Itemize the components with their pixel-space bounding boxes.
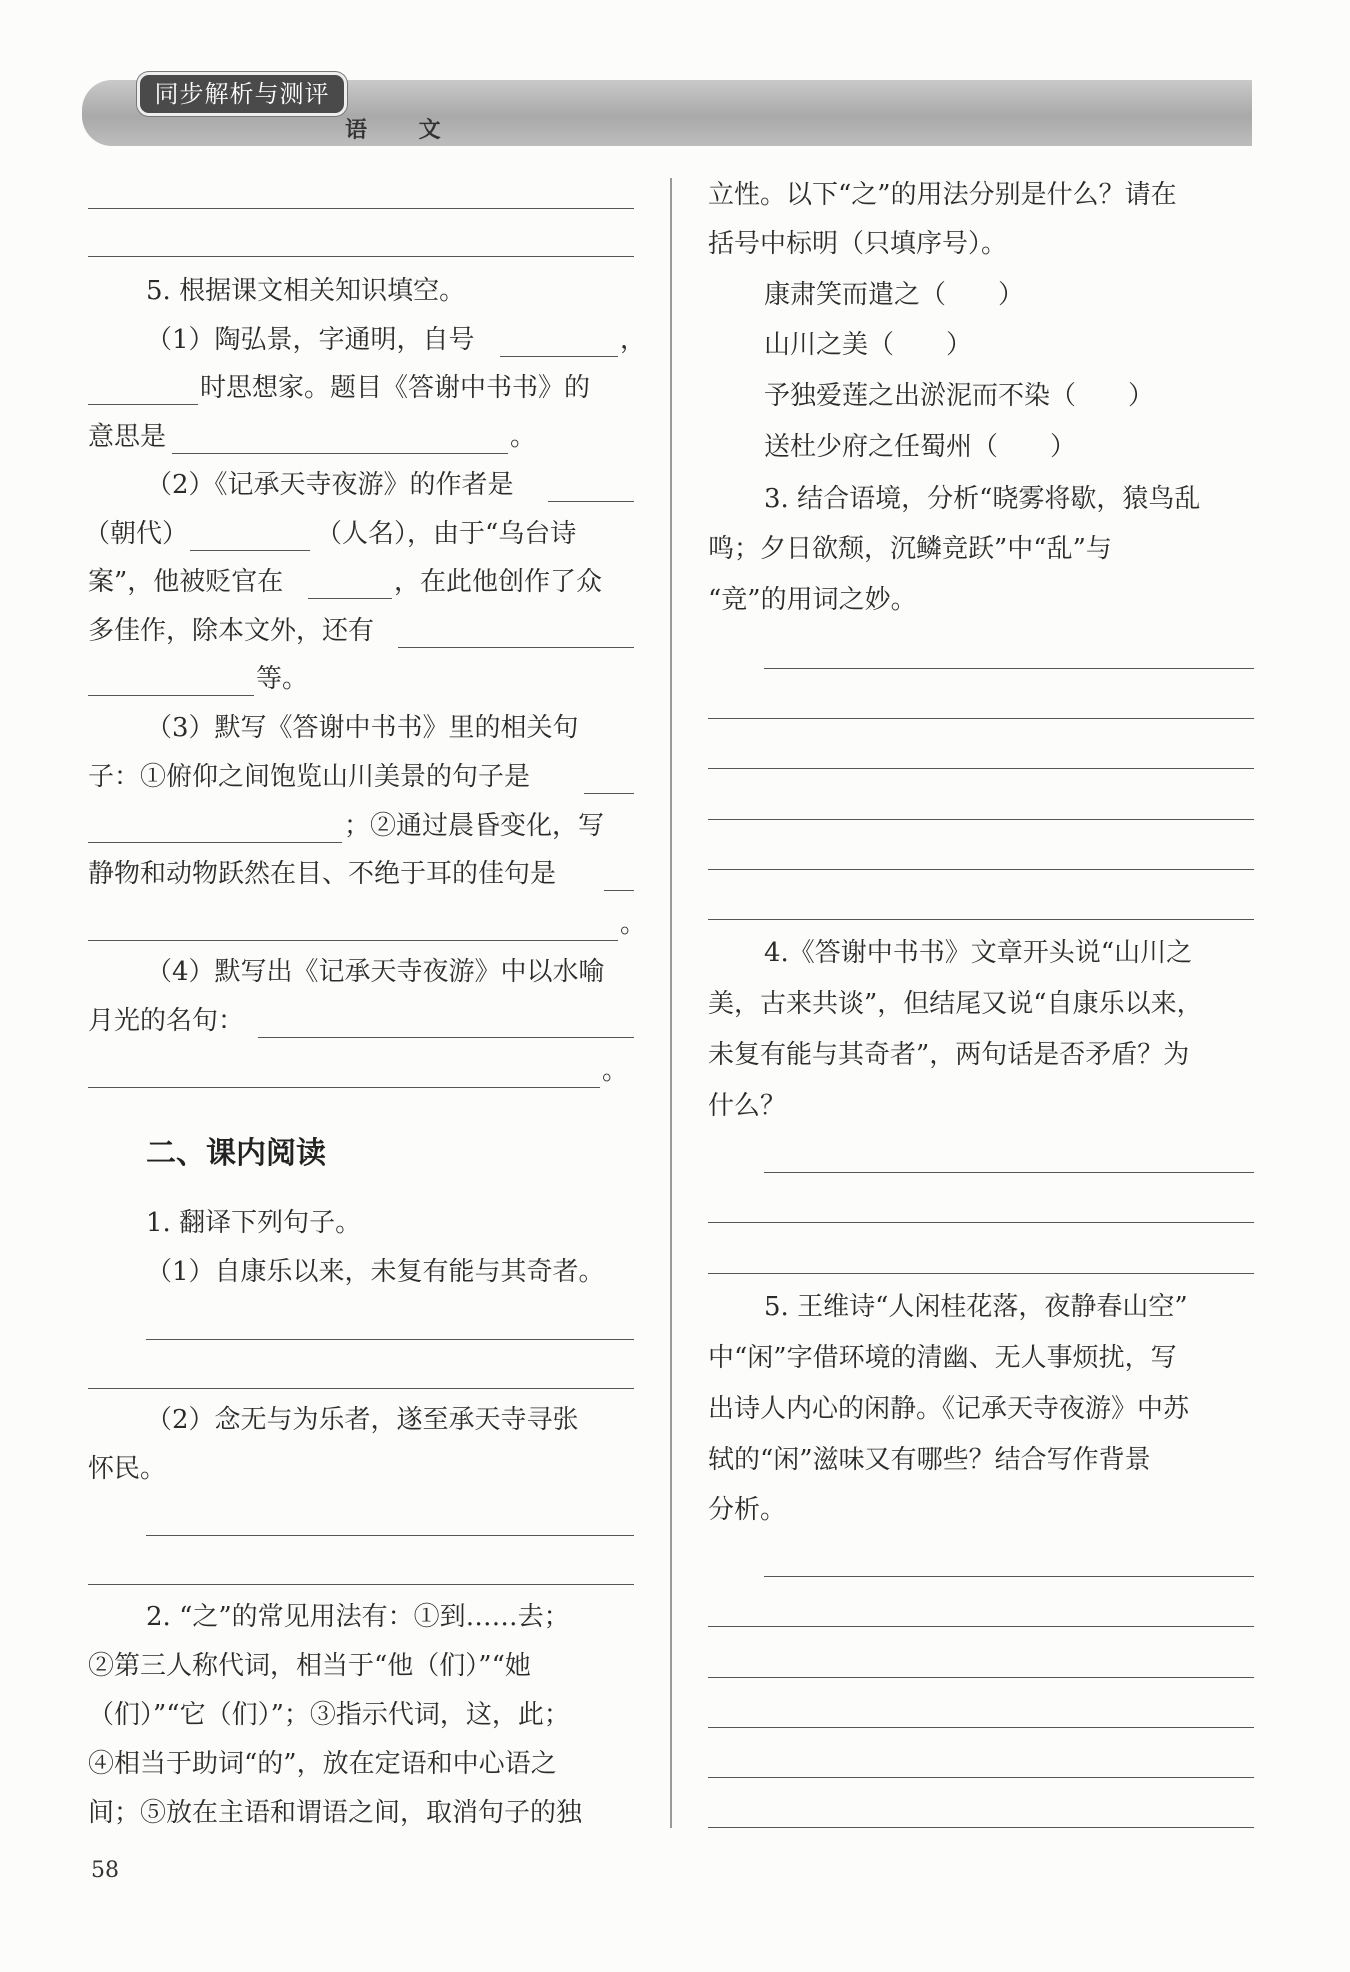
- fill-blank[interactable]: [88, 695, 254, 696]
- reading-q1-2: （2）念无与为乐者，遂至承天寺寻张: [146, 1405, 579, 1435]
- q5-4-text: （4）默写出《记承天寺夜游》中以水喻: [146, 957, 605, 987]
- answer-line[interactable]: [146, 1339, 634, 1340]
- answer-line[interactable]: [88, 256, 634, 257]
- answer-line[interactable]: [88, 1388, 634, 1389]
- reading-q2-item[interactable]: 康肃笑而遣之（ ）: [764, 280, 1025, 310]
- reading-q2-text: 立性。以下“之”的用法分别是什么？请在: [708, 180, 1177, 210]
- reading-q2-item[interactable]: 山川之美（ ）: [764, 330, 973, 360]
- reading-q4-text: 美，古来共谈”，但结尾又说“自康乐以来，: [708, 989, 1203, 1019]
- fill-blank[interactable]: [604, 890, 634, 891]
- q5-2-text: 案”，他被贬官在: [88, 567, 284, 597]
- reading-q2-text: 2. “之”的常见用法有：①到……去；: [146, 1602, 570, 1632]
- q5-3-text: ；②通过晨昏变化，写: [344, 811, 605, 841]
- answer-line[interactable]: [708, 919, 1254, 920]
- reading-q3-text: “竞”的用词之妙。: [708, 585, 917, 615]
- fill-blank[interactable]: [548, 501, 634, 502]
- q5-2-text: （朝代）: [84, 519, 189, 549]
- subject-label: 语 文: [345, 118, 463, 143]
- reading-q4-text: 4.《答谢中书书》文章开头说“山川之: [764, 938, 1193, 968]
- reading-q2-text: （们）”“它（们）”；③指示代词，这，此；: [88, 1700, 570, 1730]
- answer-line[interactable]: [708, 1727, 1254, 1728]
- reading-q5-text: 中“闲”字借环境的清幽、无人事烦扰，写: [708, 1343, 1177, 1373]
- section-heading: 二、课内阅读: [146, 1136, 326, 1171]
- q5-3-text: （3）默写《答谢中书书》里的相关句: [146, 713, 579, 743]
- answer-line[interactable]: [764, 1172, 1254, 1173]
- fill-blank[interactable]: [308, 598, 392, 599]
- fill-blank[interactable]: [190, 550, 310, 551]
- answer-line[interactable]: [708, 1827, 1254, 1828]
- reading-q2-item[interactable]: 予独爱莲之出淤泥而不染（ ）: [764, 381, 1155, 411]
- q5-3-text: 。: [620, 909, 647, 939]
- q5-1-text: 意思是: [88, 422, 167, 452]
- answer-line[interactable]: [708, 1626, 1254, 1627]
- answer-line[interactable]: [708, 1273, 1254, 1274]
- reading-q1-1: （1）自康乐以来，未复有能与其奇者。: [146, 1257, 605, 1287]
- answer-line[interactable]: [708, 1777, 1254, 1778]
- column-divider: [670, 178, 672, 1828]
- q5-2-text: （人名），由于“乌台诗: [316, 519, 577, 549]
- fill-blank[interactable]: [258, 1037, 634, 1038]
- reading-q1-2: 怀民。: [88, 1454, 167, 1484]
- fill-blank[interactable]: [584, 793, 634, 794]
- reading-q5-text: 轼的“闲”滋味又有哪些？结合写作背景: [708, 1445, 1151, 1475]
- question-5-title: 5. 根据课文相关知识填空。: [146, 276, 466, 306]
- answer-line[interactable]: [146, 1535, 634, 1536]
- q5-1-text: 时思想家。题目《答谢中书书》的: [200, 373, 591, 403]
- answer-line[interactable]: [764, 1576, 1254, 1577]
- reading-q1-title: 1. 翻译下列句子。: [146, 1208, 362, 1238]
- reading-q2-item[interactable]: 送杜少府之任蜀州（ ）: [764, 432, 1077, 462]
- answer-line[interactable]: [708, 768, 1254, 769]
- q5-2-text: 多佳作，除本文外，还有: [88, 616, 375, 646]
- fill-blank[interactable]: [88, 842, 342, 843]
- q5-3-text: 静物和动物跃然在目、不绝于耳的佳句是: [88, 859, 557, 889]
- page-number: 58: [91, 1858, 119, 1883]
- answer-line[interactable]: [708, 819, 1254, 820]
- fill-blank[interactable]: [500, 356, 618, 357]
- q5-4-text: 月光的名句：: [88, 1006, 245, 1036]
- fill-blank[interactable]: [88, 404, 198, 405]
- fill-blank[interactable]: [88, 1087, 600, 1088]
- answer-line[interactable]: [764, 668, 1254, 669]
- reading-q3-text: 3. 结合语境，分析“晓雾将歇，猿鸟乱: [764, 484, 1201, 514]
- answer-line[interactable]: [708, 718, 1254, 719]
- answer-line[interactable]: [708, 869, 1254, 870]
- reading-q5-text: 分析。: [708, 1495, 787, 1525]
- fill-blank[interactable]: [172, 453, 508, 454]
- q5-2-text: ，在此他创作了众: [394, 567, 603, 597]
- answer-line[interactable]: [88, 1584, 634, 1585]
- reading-q2-text: ②第三人称代词，相当于“他（们）”“她: [88, 1651, 531, 1681]
- reading-q3-text: 鸣；夕日欲颓，沉鳞竞跃”中“乱”与: [708, 534, 1112, 564]
- answer-line[interactable]: [708, 1222, 1254, 1223]
- fill-blank[interactable]: [398, 647, 634, 648]
- reading-q2-text: 间；⑤放在主语和谓语之间，取消句子的独: [88, 1798, 583, 1828]
- reading-q4-text: 什么？: [708, 1091, 787, 1121]
- reading-q5-text: 5. 王维诗“人闲桂花落，夜静春山空”: [764, 1292, 1188, 1322]
- reading-q2-text: ④相当于助词“的”，放在定语和中心语之: [88, 1749, 557, 1779]
- q5-2-text: 等。: [256, 664, 309, 694]
- q5-3-text: 子：①俯仰之间饱览山川美景的句子是: [88, 762, 531, 792]
- series-title-tab: 同步解析与测评: [137, 72, 347, 116]
- q5-1-text: 。: [510, 422, 537, 452]
- fill-blank[interactable]: [88, 940, 618, 941]
- q5-2-text: （2）《记承天寺夜游》的作者是: [146, 470, 514, 500]
- reading-q4-text: 未复有能与其奇者”，两句话是否矛盾？为: [708, 1040, 1190, 1070]
- q5-4-text: 。: [602, 1056, 629, 1086]
- q5-1-text: （1）陶弘景，字通明，自号: [146, 325, 475, 355]
- q5-1-text: ，: [620, 325, 647, 355]
- reading-q5-text: 出诗人内心的闲静。《记承天寺夜游》中苏: [708, 1394, 1190, 1424]
- answer-line[interactable]: [708, 1677, 1254, 1678]
- answer-line[interactable]: [88, 208, 634, 209]
- reading-q2-text: 括号中标明（只填序号）。: [708, 229, 1008, 259]
